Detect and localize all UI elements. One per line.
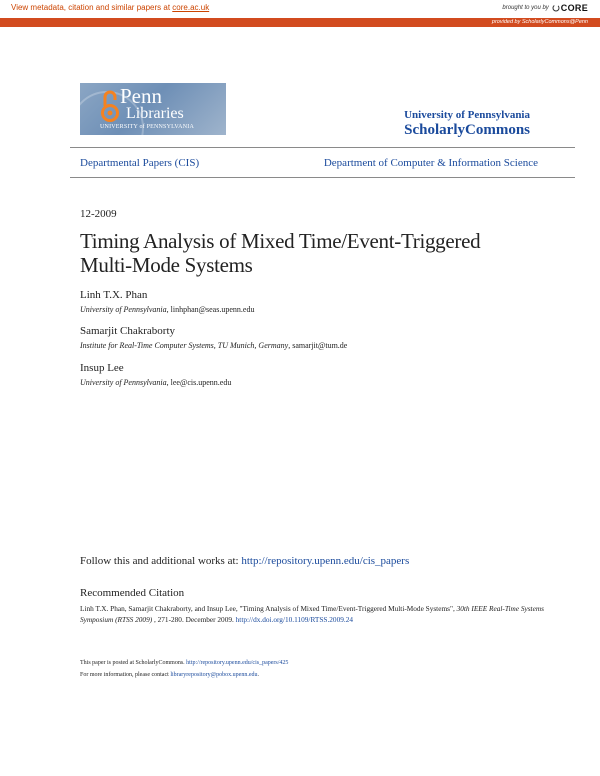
- citation-authors-title: Linh T.X. Phan, Samarjit Chakraborty, and Insup Lee, "Timing Analysis of Mixed Time/Event-Triggered Multi-Mode Systems",: [80, 604, 457, 613]
- affiliation-institution: Institute for Real-Time Computer Systems, TU Munich, Germany: [80, 341, 289, 350]
- logo-penn-word: Penn: [120, 84, 162, 108]
- follow-line: [80, 555, 409, 567]
- paper-title-line-1: Timing Analysis of Mixed Time/Event-Triggered: [80, 229, 481, 253]
- divider-bottom: [70, 177, 575, 178]
- citation-venue: 30th IEEE Real-Time Systems Symposium (RTSS 2009): [80, 604, 544, 624]
- core-metadata-text: [11, 3, 209, 12]
- posted-label: This paper is posted at ScholarlyCommons.: [80, 660, 187, 666]
- divider-top: [70, 147, 575, 148]
- logo-libraries-word: Libraries: [126, 105, 184, 122]
- contact-label: For more information, please contact: [80, 672, 171, 678]
- open-access-icon: [100, 89, 120, 125]
- core-metadata-label: View metadata, citation and similar papers at: [11, 3, 173, 12]
- publication-date: 12-2009: [80, 208, 117, 220]
- follow-label: Follow this and additional works at:: [80, 555, 242, 567]
- paper-title-line-2: Multi-Mode Systems: [80, 253, 253, 277]
- citation-pages-date: , 271-280. December 2009.: [152, 615, 236, 624]
- posted-notice: [80, 660, 288, 666]
- contact-notice: [80, 672, 259, 678]
- author-name: Linh T.X. Phan: [80, 289, 148, 301]
- author-name: Samarjit Chakraborty: [80, 325, 176, 337]
- author-affiliation: [80, 305, 254, 314]
- affiliation-email: , linhphan@seas.upenn.edu: [166, 305, 255, 314]
- core-logo[interactable]: [552, 3, 588, 13]
- paper-title: [80, 229, 550, 277]
- affiliation-institution: University of Pennsylvania: [80, 378, 167, 387]
- provided-by-bar: [0, 18, 600, 27]
- brand-scholarly-commons: ScholarlyCommons: [404, 122, 530, 138]
- departmental-papers-link[interactable]: Departmental Papers (CIS): [80, 157, 200, 169]
- paper-permalink[interactable]: http://repository.upenn.edu/cis_papers/425: [186, 660, 289, 666]
- doi-link[interactable]: http://dx.doi.org/10.1109/RTSS.2009.24: [235, 615, 353, 624]
- affiliation-email: , lee@cis.upenn.edu: [166, 378, 232, 387]
- affiliation-institution: University of Pennsylvania: [80, 305, 167, 314]
- department-link[interactable]: Department of Computer & Information Science: [323, 157, 538, 169]
- penn-libraries-logo[interactable]: [80, 83, 226, 135]
- provided-by-text: provided by ScholarlyCommons@Penn: [491, 19, 588, 25]
- scholarly-commons-brand[interactable]: [404, 109, 530, 139]
- citation-text: [80, 603, 545, 625]
- core-logo-text: CORE: [560, 3, 588, 13]
- author-name: Insup Lee: [80, 362, 124, 374]
- core-banner: [0, 0, 600, 18]
- brand-university: University of Pennsylvania: [404, 109, 530, 121]
- author-affiliation: [80, 341, 347, 350]
- core-swirl-icon: [552, 4, 560, 12]
- contact-email-link[interactable]: libraryrepository@pobox.upenn.edu: [170, 672, 258, 678]
- author-affiliation: [80, 378, 231, 387]
- logo-university-word: UNIVERSITY of PENNSYLVANIA: [100, 124, 194, 130]
- core-link[interactable]: core.ac.uk: [172, 3, 210, 12]
- repository-link[interactable]: http://repository.upenn.edu/cis_papers: [241, 555, 410, 567]
- recommended-citation-heading: Recommended Citation: [80, 587, 185, 599]
- affiliation-email: , samarjit@tum.de: [288, 341, 348, 350]
- core-brought-by: [502, 3, 588, 13]
- brought-by-label: brought to you by: [502, 5, 549, 11]
- contact-end: .: [257, 672, 259, 678]
